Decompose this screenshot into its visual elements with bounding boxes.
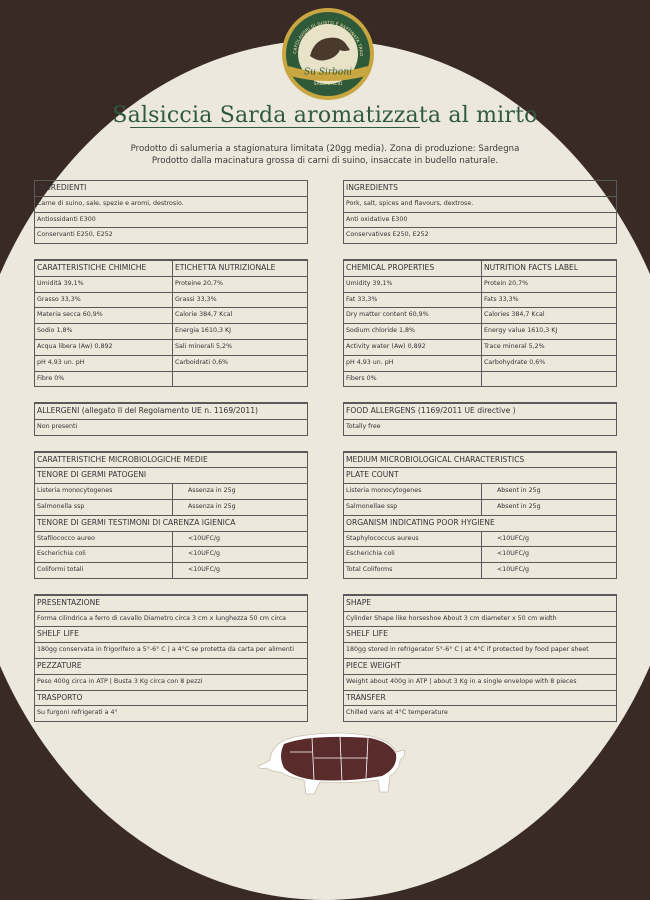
section-header	[34, 403, 308, 420]
section-header-text: PIECE WEIGHT	[346, 660, 401, 670]
cell-left: Coliformi totali	[37, 566, 84, 574]
section-header-text: PEZZATURE	[37, 660, 82, 670]
table-row	[343, 213, 617, 229]
cell-right: Grassi 33,3%	[172, 293, 307, 308]
section-header-text: TENORE DI GERMI PATOGENI	[37, 470, 147, 480]
table-row	[34, 706, 308, 722]
table-row	[34, 277, 308, 293]
section-header	[343, 468, 617, 484]
section-header	[34, 516, 308, 532]
table-row	[34, 308, 308, 324]
cell-right: Energia 1610,3 KJ	[172, 324, 307, 339]
cell-right: Absent in 25g	[481, 484, 616, 499]
cell-right: Energy value 1610,3 KJ	[481, 324, 616, 339]
cell-left: Fat 33,3%	[346, 295, 378, 303]
cell-left: Salmonella ssp	[37, 502, 85, 510]
section-header-text: SHELF LIFE	[346, 629, 388, 639]
title-underline	[130, 127, 420, 128]
table-row	[34, 293, 308, 309]
row-text: Cylinder Shape like horseshoe About 3 cm diameter x 50 cm width	[346, 614, 557, 622]
row-text: Su furgoni refrigerati a 4°	[37, 709, 118, 717]
table-row	[34, 420, 308, 436]
section-header	[343, 452, 617, 469]
cell-left: Grasso 33,3%	[37, 295, 81, 303]
cell-right: <10UFC/g	[481, 563, 616, 578]
section-header	[34, 180, 308, 197]
cell-left: Fibers 0%	[346, 374, 377, 382]
section-header	[34, 260, 308, 277]
row-text: Non presenti	[37, 422, 78, 430]
table-row	[343, 356, 617, 372]
section-header	[34, 691, 308, 707]
pig-cuts-illustration	[250, 722, 410, 798]
table-row	[343, 547, 617, 563]
table-row	[343, 706, 617, 722]
cell-right: <10UFC/g	[481, 547, 616, 562]
row-text: Pork, salt, spices and flavours, dextrose.	[346, 199, 474, 207]
section-header	[343, 627, 617, 643]
logo-sub: SALUMIFICIO	[313, 82, 343, 87]
cell-right: <10UFC/g	[172, 563, 307, 578]
table-row	[34, 547, 308, 563]
cell-left: pH 4,93 un. pH	[37, 358, 85, 366]
cell-left: Stafilococco aureo	[37, 534, 96, 542]
row-text: Weight about 400g in ATP | about 3 Kg in a single envelope with 8 pieces	[346, 677, 577, 685]
row-text: Conservanti E250, E252	[37, 231, 113, 239]
cell-right: Proteine 20,7%	[172, 277, 307, 292]
section-header	[343, 180, 617, 197]
section-header	[343, 516, 617, 532]
table-row	[34, 675, 308, 691]
cell-right: Calorie 384,7 Kcal	[172, 308, 307, 323]
row-text: Anti oxidative E300	[346, 215, 408, 223]
row-text: Totally free	[346, 422, 381, 430]
cell-left: Escherichia coli	[37, 550, 86, 558]
english-spec-table	[343, 180, 617, 722]
cell-left: Acqua libera (Aw) 0,892	[37, 342, 113, 350]
table-row	[343, 308, 617, 324]
table-row	[34, 324, 308, 340]
table-spacer	[34, 436, 308, 452]
section-header-text: TRASPORTO	[37, 692, 83, 702]
table-row	[34, 612, 308, 628]
section-header-text: MEDIUM MICROBIOLOGICAL CHARACTERISTICS	[346, 454, 525, 464]
cell-left: Umidity 39,1%	[346, 279, 393, 287]
table-row	[343, 532, 617, 548]
section-header-text: PLATE COUNT	[346, 470, 399, 480]
table-row	[34, 500, 308, 516]
italian-spec-table	[34, 180, 308, 722]
table-spacer	[343, 387, 617, 403]
table-row	[343, 277, 617, 293]
cell-right: <10UFC/g	[172, 547, 307, 562]
cell-left: CARATTERISTICHE CHIMICHE	[37, 262, 147, 272]
cell-left: pH 4,93 un. pH	[346, 358, 394, 366]
section-header	[34, 627, 308, 643]
row-text: Carne di suino, sale, spezie e aromi, destrosio.	[37, 199, 184, 207]
table-row	[34, 213, 308, 229]
cell-right: <10UFC/g	[172, 532, 307, 547]
table-row	[34, 643, 308, 659]
cell-right: Sali minerali 5,2%	[172, 340, 307, 355]
section-header	[34, 595, 308, 612]
section-header	[343, 595, 617, 612]
section-header-text: SHAPE	[346, 597, 372, 607]
table-row	[343, 612, 617, 628]
cell-left: Total Coliforms	[346, 566, 393, 574]
table-spacer	[34, 244, 308, 260]
section-header-text: PRESENTAZIONE	[37, 597, 101, 607]
section-header-text: INGREDIENTS	[346, 183, 398, 192]
cell-right: Fats 33,3%	[481, 293, 616, 308]
cell-right: Carboidrati 0,6%	[172, 356, 307, 371]
section-header-text: ORGANISM INDICATING POOR HYGIENE	[346, 517, 495, 527]
cell-left: Sodio 1,8%	[37, 327, 73, 335]
row-text: Antiossidanti E300	[37, 215, 96, 223]
table-row	[34, 356, 308, 372]
cell-left: Materia secca 60,9%	[37, 311, 103, 319]
logo-arc-text: CAPOLAVORI DI GUSTO E RAFFINATA TRAD	[293, 20, 364, 57]
table-row	[343, 420, 617, 436]
row-text: 180gg stored in refrigerator 5°-6° C | at 4°C if protected by food paper sheet	[346, 646, 589, 654]
table-row	[34, 484, 308, 500]
table-row	[343, 324, 617, 340]
table-row	[343, 484, 617, 500]
subtitle-line-2: Prodotto dalla macinatura grossa di carni di suino, insaccate in budello naturale.	[151, 156, 499, 166]
table-spacer	[34, 387, 308, 403]
cell-left: Dry matter content 60,9%	[346, 311, 429, 319]
cell-right: Assenza in 25g	[172, 484, 307, 499]
cell-left: Escherichia coli	[346, 550, 395, 558]
cell-left: Staphylococcus aureus	[346, 534, 419, 542]
cell-right	[481, 372, 616, 387]
cell-left: CHEMICAL PROPERTIES	[346, 262, 435, 272]
table-row	[34, 340, 308, 356]
table-row	[34, 372, 308, 388]
section-header-text: TENORE DI GERMI TESTIMONI DI CARENZA IGIENICA	[37, 517, 236, 527]
logo-brand: Su Sirboni	[303, 67, 353, 78]
section-header-text: SHELF LIFE	[37, 629, 79, 639]
cell-left: Listeria monocytogenes	[346, 487, 422, 495]
row-text: 180gg conservata in frigorifero a 5°-6° C | a 4°C se protetta da carta per alimenti	[37, 646, 294, 654]
table-spacer	[343, 579, 617, 595]
cell-right: Protein 20,7%	[481, 277, 616, 292]
section-header-text: CARATTERISTICHE MICROBIOLOGICHE MEDIE	[37, 454, 208, 464]
table-row	[34, 228, 308, 244]
cell-right: Trace mineral 5,2%	[481, 340, 616, 355]
section-header	[34, 468, 308, 484]
cell-right: Absent in 25g	[481, 500, 616, 515]
table-spacer	[34, 579, 308, 595]
table-row	[343, 228, 617, 244]
row-text: Forma cilindrica a ferro di cavallo Diametro circa 3 cm x lunghezza 50 cm circa	[37, 614, 287, 622]
cell-right: <10UFC/g	[481, 532, 616, 547]
cell-left: Umidità 39,1%	[37, 279, 84, 287]
cell-left: Sodium chloride 1,8%	[346, 327, 415, 335]
table-row	[34, 532, 308, 548]
table-row	[343, 372, 617, 388]
section-header-text: FOOD ALLERGENS (1169/2011 UE directive )	[346, 406, 516, 416]
table-row	[343, 340, 617, 356]
section-header	[34, 452, 308, 469]
row-text: Chilled vans at 4°C temperature	[346, 709, 448, 717]
cell-right: Assenza in 25g	[172, 500, 307, 515]
cell-left: Activity water (Aw) 0,892	[346, 342, 426, 350]
cell-right	[172, 372, 307, 387]
su-sirboni-logo	[280, 6, 376, 102]
cell-left: Salmonellae ssp	[346, 502, 398, 510]
table-row	[343, 293, 617, 309]
cell-right: NUTRITION FACTS LABEL	[481, 261, 616, 276]
cell-right: Carbohydrate 0,6%	[481, 356, 616, 371]
section-header	[343, 403, 617, 420]
row-text: Conservatives E250, E252	[346, 231, 429, 239]
cell-right: Calories 384,7 Kcal	[481, 308, 616, 323]
section-header-text: INGREDIENTI	[37, 183, 87, 192]
section-header	[343, 691, 617, 707]
cell-right: ETICHETTA NUTRIZIONALE	[172, 261, 307, 276]
table-row	[343, 643, 617, 659]
cell-left: Listeria monocytogenes	[37, 487, 113, 495]
subtitle-line-1: Prodotto di salumeria a stagionatura limitata (20gg media). Zona di produzione: Sardegna	[130, 144, 520, 154]
section-header-text: ALLERGENI (allegato II del Regolamento UE n. 1169/2011)	[37, 406, 259, 416]
product-title: Salsiccia Sarda aromatizzata al mirto	[112, 103, 538, 128]
table-row	[343, 675, 617, 691]
table-row	[34, 563, 308, 579]
row-text: Peso 400g circa in ATP | Busta 3 Kg circa con 8 pezzi	[37, 677, 203, 685]
table-row	[343, 500, 617, 516]
table-row	[343, 197, 617, 213]
table-spacer	[343, 436, 617, 452]
section-header	[343, 260, 617, 277]
table-spacer	[343, 244, 617, 260]
table-row	[343, 563, 617, 579]
table-row	[34, 197, 308, 213]
section-header	[34, 659, 308, 675]
section-header-text: TRANSFER	[346, 692, 386, 702]
cell-left: Fibre 0%	[37, 374, 65, 382]
section-header	[343, 659, 617, 675]
